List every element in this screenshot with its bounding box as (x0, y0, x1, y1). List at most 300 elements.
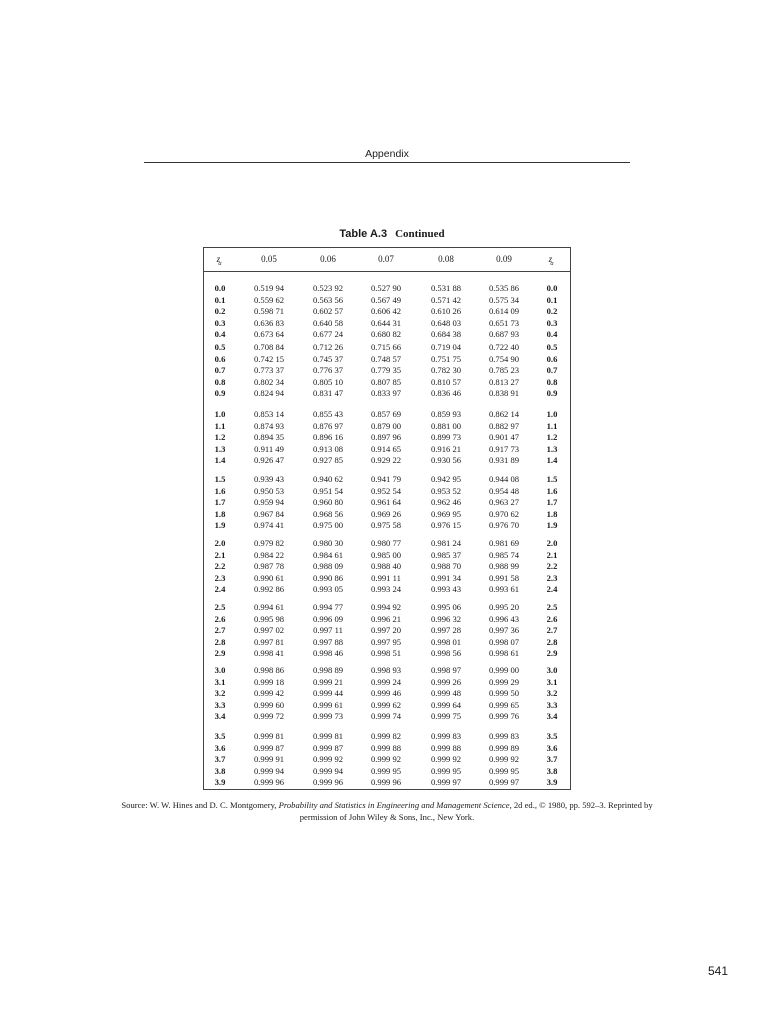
table-row (0, 305, 768, 317)
source-note (120, 799, 654, 823)
table-cell: 0.998 89 (312, 665, 344, 675)
table-cell: 0.712 26 (312, 342, 344, 352)
table-cell: 0.917 73 (488, 443, 520, 454)
table-cell: 0.969 95 (430, 508, 462, 519)
table-cell: 0.563 56 (312, 294, 344, 305)
table-cell: 0.782 30 (430, 365, 462, 376)
table-cell: 0.985 74 (488, 549, 520, 560)
table-row (0, 454, 768, 466)
z-value-right: 0.8 (546, 376, 558, 387)
table-cell: 0.998 56 (430, 648, 462, 659)
table-cell: 0.999 48 (430, 688, 462, 699)
table-cell: 0.810 57 (430, 376, 462, 387)
table-cell: 0.742 15 (253, 353, 285, 364)
z-value-left: 1.7 (214, 497, 226, 508)
table-row (0, 647, 768, 659)
table-cell: 0.993 43 (430, 584, 462, 595)
table-cell: 0.963 27 (488, 497, 520, 508)
z-value-right: 0.9 (546, 388, 558, 399)
z-value-left: 2.6 (214, 613, 226, 624)
table-cell: 0.961 64 (370, 497, 402, 508)
z-value-left: 1.9 (214, 520, 226, 531)
table-cell: 0.967 84 (253, 508, 285, 519)
z-value-left: 0.1 (214, 294, 226, 305)
table-row (0, 537, 768, 549)
z-value-left: 2.5 (214, 602, 226, 612)
z-value-left: 3.0 (214, 665, 226, 675)
table-cell: 0.996 09 (312, 613, 344, 624)
table-row (0, 613, 768, 625)
table-cell: 0.859 93 (430, 409, 462, 419)
table-cell: 0.997 95 (370, 636, 402, 647)
table-row (0, 508, 768, 520)
table-cell: 0.993 24 (370, 584, 402, 595)
z-value-right: 3.4 (546, 711, 558, 722)
table-row (0, 496, 768, 508)
table-cell: 0.719 04 (430, 342, 462, 352)
table-cell: 0.911 49 (254, 443, 284, 454)
table-cell: 0.975 58 (370, 520, 402, 531)
table-cell: 0.999 87 (253, 742, 285, 753)
z-value-right: 0.5 (546, 342, 558, 352)
table-cell: 0.606 42 (370, 306, 402, 317)
table-cell: 0.951 54 (312, 485, 344, 496)
table-row (0, 282, 768, 294)
table-cell: 0.996 32 (430, 613, 462, 624)
table-cell: 0.999 74 (370, 711, 402, 722)
header-divider (203, 271, 571, 272)
table-cell: 0.997 36 (488, 625, 520, 636)
table-cell: 0.916 21 (430, 443, 462, 454)
z-value-left: 0.4 (214, 329, 226, 340)
table-cell: 0.999 92 (488, 754, 520, 765)
table-cell: 0.985 37 (430, 549, 462, 560)
table-row (0, 624, 768, 636)
table-cell: 0.952 54 (370, 485, 402, 496)
table-cell: 0.602 57 (312, 306, 344, 317)
table-cell: 0.984 61 (312, 549, 344, 560)
table-row (0, 687, 768, 699)
table-label: Table A.3 (339, 228, 388, 240)
table-cell: 0.722 40 (488, 342, 520, 352)
table-cell: 0.999 83 (488, 731, 520, 741)
table-cell: 0.960 80 (312, 497, 344, 508)
z-value-right: 1.2 (546, 432, 558, 443)
table-cell: 0.876 97 (312, 420, 344, 431)
z-value-left: 1.5 (214, 474, 226, 484)
table-cell: 0.575 34 (488, 294, 520, 305)
table-cell: 0.927 85 (312, 455, 344, 466)
table-cell: 0.996 43 (488, 613, 520, 624)
z-subscript: α (550, 260, 554, 267)
table-row (0, 420, 768, 432)
table-cell: 0.976 15 (430, 520, 462, 531)
z-value-left: 1.2 (214, 432, 226, 443)
table-cell: 0.988 99 (488, 561, 520, 572)
table-cell: 0.999 64 (430, 699, 462, 710)
table-column-header (0, 254, 768, 266)
column-header: 0.05 (261, 254, 277, 264)
table-cell: 0.999 92 (312, 754, 344, 765)
z-value-right: 2.9 (546, 648, 558, 659)
z-value-left: 2.0 (214, 538, 226, 548)
z-value-left: 3.7 (214, 754, 226, 765)
page-number: 541 (707, 964, 728, 978)
z-value-left: 0.0 (214, 283, 226, 293)
table-row (0, 473, 768, 485)
table-cell: 0.998 46 (312, 648, 344, 659)
table-cell: 0.862 14 (488, 409, 520, 419)
table-row (0, 710, 768, 722)
table-cell: 0.754 90 (488, 353, 520, 364)
z-value-right: 0.4 (546, 329, 558, 340)
z-value-left: 3.5 (214, 731, 226, 741)
table-caption (0, 228, 768, 240)
table-row (0, 753, 768, 765)
z-alpha-header-left (218, 254, 221, 267)
table-cell: 0.999 24 (370, 676, 402, 687)
column-header: 0.09 (496, 254, 512, 264)
z-value-left: 1.6 (214, 485, 226, 496)
z-value-right: 1.4 (546, 455, 558, 466)
table-cell: 0.999 81 (312, 731, 344, 741)
table-cell: 0.644 31 (370, 317, 402, 328)
z-value-right: 0.2 (546, 306, 558, 317)
table-cell: 0.998 61 (488, 648, 520, 659)
table-cell: 0.523 92 (312, 283, 344, 293)
table-cell: 0.824 94 (253, 388, 285, 399)
table-cell: 0.998 97 (430, 665, 462, 675)
z-value-left: 3.1 (214, 676, 226, 687)
z-value-right: 3.0 (546, 665, 558, 675)
table-cell: 0.999 92 (370, 754, 402, 765)
table-row (0, 443, 768, 455)
table-cell: 0.929 22 (370, 455, 402, 466)
table-row (0, 742, 768, 754)
table-cell: 0.896 16 (312, 432, 344, 443)
z-alpha-header-right (550, 254, 553, 267)
z-value-right: 3.3 (546, 699, 558, 710)
table-cell: 0.995 20 (488, 602, 520, 612)
table-cell: 0.991 58 (488, 572, 520, 583)
table-row (0, 730, 768, 742)
table-cell: 0.995 06 (430, 602, 462, 612)
table-cell: 0.999 60 (253, 699, 285, 710)
table-cell: 0.813 27 (488, 376, 520, 387)
z-value-left: 2.1 (214, 549, 226, 560)
table-cell: 0.988 70 (430, 561, 462, 572)
table-cell: 0.677 24 (312, 329, 344, 340)
z-value-left: 0.2 (214, 306, 226, 317)
table-cell: 0.999 72 (253, 711, 285, 722)
z-value-right: 1.8 (546, 508, 558, 519)
table-cell: 0.998 07 (488, 636, 520, 647)
table-cell: 0.999 83 (430, 731, 462, 741)
table-cell: 0.748 57 (370, 353, 402, 364)
z-value-right: 3.7 (546, 754, 558, 765)
table-cell: 0.962 46 (430, 497, 462, 508)
table-row (0, 317, 768, 329)
table-row (0, 341, 768, 353)
table-cell: 0.970 62 (488, 508, 520, 519)
table-row (0, 294, 768, 306)
table-cell: 0.968 56 (312, 508, 344, 519)
z-value-right: 0.1 (546, 294, 558, 305)
table-cell: 0.651 73 (488, 317, 520, 328)
z-value-right: 1.0 (546, 409, 558, 419)
table-caption-text: Continued (395, 228, 445, 240)
column-header: 0.06 (320, 254, 336, 264)
z-value-left: 2.8 (214, 636, 226, 647)
table-cell: 0.776 37 (312, 365, 344, 376)
table-cell: 0.994 77 (312, 602, 344, 612)
table-cell: 0.996 21 (370, 613, 402, 624)
table-row (0, 601, 768, 613)
z-value-left: 1.1 (214, 420, 226, 431)
source-suffix: , 2d ed., © 1980, pp. 592–3. Reprinted by permission of John Wiley & Sons, Inc., New York. (299, 800, 653, 822)
source-book-title: Probability and Statistics in Engineering and Management Science (278, 800, 510, 810)
table-cell: 0.999 95 (430, 765, 462, 776)
table-row (0, 519, 768, 531)
table-cell: 0.999 21 (312, 676, 344, 687)
table-cell: 0.954 48 (488, 485, 520, 496)
table-row (0, 560, 768, 572)
z-value-left: 0.3 (214, 317, 226, 328)
table-row (0, 364, 768, 376)
z-value-left: 2.9 (214, 648, 226, 659)
z-value-right: 2.5 (546, 602, 558, 612)
z-value-right: 2.3 (546, 572, 558, 583)
table-cell: 0.997 20 (370, 625, 402, 636)
table-cell: 0.984 22 (253, 549, 285, 560)
table-cell: 0.994 61 (253, 602, 285, 612)
source-prefix: Source: W. W. Hines and D. C. Montgomery, (121, 800, 279, 810)
table-cell: 0.999 44 (312, 688, 344, 699)
table-cell: 0.999 94 (312, 765, 344, 776)
table-cell: 0.687 93 (488, 329, 520, 340)
table-row (0, 572, 768, 584)
table-cell: 0.999 89 (488, 742, 520, 753)
table-cell: 0.901 47 (488, 432, 520, 443)
running-header: Appendix (365, 148, 409, 160)
table-cell: 0.998 41 (253, 648, 285, 659)
table-cell: 0.998 86 (253, 665, 285, 675)
table-cell: 0.999 46 (370, 688, 402, 699)
header-rule (144, 162, 630, 163)
table-cell: 0.975 00 (312, 520, 344, 531)
table-cell: 0.999 88 (370, 742, 402, 753)
z-value-right: 2.2 (546, 561, 558, 572)
table-cell: 0.855 43 (312, 409, 344, 419)
table-cell: 0.930 56 (430, 455, 462, 466)
table-row (0, 636, 768, 648)
table-cell: 0.836 46 (430, 388, 462, 399)
table-cell: 0.999 81 (253, 731, 285, 741)
table-cell: 0.531 88 (430, 283, 462, 293)
table-cell: 0.993 61 (488, 584, 520, 595)
table-cell: 0.999 92 (430, 754, 462, 765)
table-cell: 0.988 40 (370, 561, 402, 572)
table-cell: 0.959 94 (253, 497, 285, 508)
table-cell: 0.998 93 (370, 665, 402, 675)
table-cell: 0.999 97 (430, 777, 462, 788)
table-cell: 0.979 82 (253, 538, 285, 548)
table-cell: 0.571 42 (430, 294, 462, 305)
table-cell: 0.899 73 (430, 432, 462, 443)
z-value-left: 2.2 (214, 561, 226, 572)
z-value-right: 0.6 (546, 353, 558, 364)
z-value-right: 2.0 (546, 538, 558, 548)
z-value-right: 2.4 (546, 584, 558, 595)
table-cell: 0.894 35 (253, 432, 285, 443)
table-cell: 0.999 42 (253, 688, 285, 699)
z-value-left: 2.4 (214, 584, 226, 595)
table-cell: 0.640 58 (312, 317, 344, 328)
table-cell: 0.985 00 (370, 549, 402, 560)
z-value-right: 3.5 (546, 731, 558, 741)
table-cell: 0.994 92 (370, 602, 402, 612)
z-value-right: 3.9 (546, 777, 558, 788)
table-cell: 0.969 26 (370, 508, 402, 519)
z-value-right: 2.1 (546, 549, 558, 560)
table-cell: 0.715 66 (370, 342, 402, 352)
z-value-right: 3.8 (546, 765, 558, 776)
z-value-right: 1.5 (546, 474, 558, 484)
table-cell: 0.999 50 (488, 688, 520, 699)
table-cell: 0.807 85 (370, 376, 402, 387)
table-cell: 0.785 23 (488, 365, 520, 376)
z-value-right: 1.3 (546, 443, 558, 454)
table-cell: 0.999 97 (488, 777, 520, 788)
table-cell: 0.751 75 (430, 353, 462, 364)
z-value-right: 3.1 (546, 676, 558, 687)
table-cell: 0.981 69 (488, 538, 520, 548)
table-cell: 0.805 10 (312, 376, 344, 387)
table-cell: 0.773 37 (253, 365, 285, 376)
z-value-left: 0.7 (214, 365, 226, 376)
table-cell: 0.999 94 (253, 765, 285, 776)
z-value-left: 3.2 (214, 688, 226, 699)
z-value-right: 0.7 (546, 365, 558, 376)
z-symbol: z (548, 254, 553, 264)
table-cell: 0.879 00 (370, 420, 402, 431)
z-value-left: 2.7 (214, 625, 226, 636)
table-cell: 0.991 11 (371, 572, 401, 583)
table-cell: 0.980 30 (312, 538, 344, 548)
table-cell: 0.913 08 (312, 443, 344, 454)
table-cell: 0.999 96 (370, 777, 402, 788)
z-value-left: 3.4 (214, 711, 226, 722)
table-cell: 0.976 70 (488, 520, 520, 531)
table-cell: 0.838 91 (488, 388, 520, 399)
z-value-left: 3.8 (214, 765, 226, 776)
table-cell: 0.944 08 (488, 474, 520, 484)
table-cell: 0.995 98 (253, 613, 285, 624)
table-cell: 0.598 71 (253, 306, 285, 317)
z-value-left: 0.8 (214, 376, 226, 387)
table-cell: 0.991 34 (430, 572, 462, 583)
table-row (0, 408, 768, 420)
table-cell: 0.559 62 (253, 294, 285, 305)
z-value-left: 0.6 (214, 353, 226, 364)
table-row (0, 699, 768, 711)
table-row (0, 387, 768, 399)
table-cell: 0.999 26 (430, 676, 462, 687)
table-cell: 0.992 86 (253, 584, 285, 595)
z-value-left: 3.3 (214, 699, 226, 710)
table-cell: 0.874 93 (253, 420, 285, 431)
table-cell: 0.708 84 (253, 342, 285, 352)
z-value-left: 3.6 (214, 742, 226, 753)
table-cell: 0.940 62 (312, 474, 344, 484)
table-cell: 0.881 00 (430, 420, 462, 431)
z-value-left: 1.8 (214, 508, 226, 519)
table-cell: 0.998 01 (430, 636, 462, 647)
table-cell: 0.614 09 (488, 306, 520, 317)
table-cell: 0.990 86 (312, 572, 344, 583)
table-cell: 0.981 24 (430, 538, 462, 548)
table-cell: 0.939 43 (253, 474, 285, 484)
table-cell: 0.519 94 (253, 283, 285, 293)
table-cell: 0.882 97 (488, 420, 520, 431)
table-cell: 0.999 96 (253, 777, 285, 788)
z-value-left: 3.9 (214, 777, 226, 788)
table-cell: 0.535 86 (488, 283, 520, 293)
table-cell: 0.999 65 (488, 699, 520, 710)
table-cell: 0.673 64 (253, 329, 285, 340)
table-cell: 0.990 61 (253, 572, 285, 583)
table-cell: 0.974 41 (253, 520, 285, 531)
table-cell: 0.567 49 (370, 294, 402, 305)
table-cell: 0.999 29 (488, 676, 520, 687)
table-row (0, 431, 768, 443)
table-cell: 0.926 47 (253, 455, 285, 466)
z-value-left: 0.5 (214, 342, 226, 352)
table-cell: 0.802 34 (253, 376, 285, 387)
table-row (0, 328, 768, 340)
table-cell: 0.997 88 (312, 636, 344, 647)
table-cell: 0.684 38 (430, 329, 462, 340)
table-cell: 0.833 97 (370, 388, 402, 399)
table-row (0, 776, 768, 788)
table-cell: 0.987 78 (253, 561, 285, 572)
table-cell: 0.610 26 (430, 306, 462, 317)
table-cell: 0.999 61 (312, 699, 344, 710)
table-cell: 0.999 00 (488, 665, 520, 675)
table-row (0, 676, 768, 688)
z-value-right: 2.6 (546, 613, 558, 624)
z-symbol: z (216, 254, 221, 264)
z-value-left: 1.4 (214, 455, 226, 466)
z-value-right: 2.7 (546, 625, 558, 636)
table-cell: 0.857 69 (370, 409, 402, 419)
table-cell: 0.941 79 (370, 474, 402, 484)
table-cell: 0.999 96 (312, 777, 344, 788)
table-cell: 0.914 65 (370, 443, 402, 454)
table-cell: 0.999 73 (312, 711, 344, 722)
z-value-right: 3.6 (546, 742, 558, 753)
z-value-right: 1.6 (546, 485, 558, 496)
z-value-right: 2.8 (546, 636, 558, 647)
table-cell: 0.999 95 (370, 765, 402, 776)
z-value-left: 1.3 (214, 443, 226, 454)
table-cell: 0.997 81 (253, 636, 285, 647)
z-value-left: 1.0 (214, 409, 226, 419)
table-cell: 0.942 95 (430, 474, 462, 484)
z-value-left: 2.3 (214, 572, 226, 583)
table-cell: 0.853 14 (253, 409, 285, 419)
table-cell: 0.980 77 (370, 538, 402, 548)
